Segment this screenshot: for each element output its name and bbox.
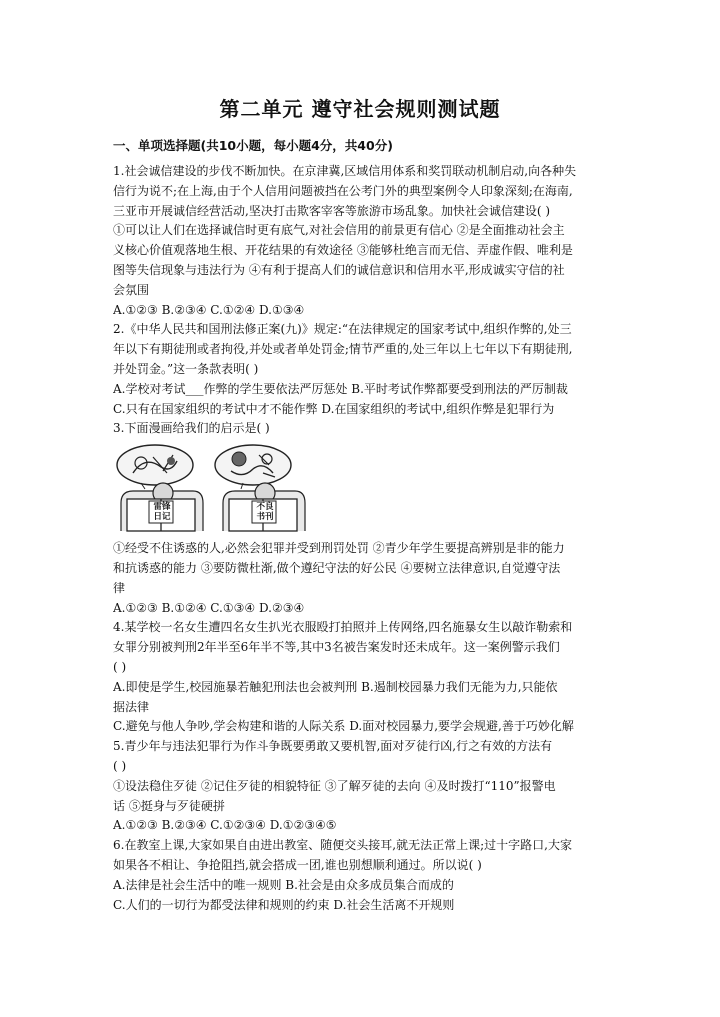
question-1 — [113, 162, 613, 320]
question-6 — [113, 836, 613, 915]
question-text: 会氛围 — [113, 282, 150, 297]
comic-illustration — [113, 443, 313, 533]
question-text: ( ) — [113, 659, 127, 674]
question-text: 4.某学校一名女生遭四名女生扒光衣服殴打拍照并上传网络,四名施暴女生以敲诈勒索和 — [113, 620, 573, 635]
question-5 — [113, 737, 613, 836]
book-label-right: 不良书刊 — [256, 502, 274, 523]
question-text: 5.青少年与违法犯罪行为作斗争既要勇敢又要机智,面对歹徒行凶,行之有效的方法有 — [113, 739, 553, 754]
question-text: ( ) — [113, 758, 127, 773]
answer-option: C.人们的一切行为都受法律和规则的约束 D.社会生活离不开规则 — [113, 897, 455, 912]
question-text: 6.在教室上课,大家如果自由进出教室、随便交头接耳,就无法正常上课;过十字路口,大家 — [113, 838, 572, 853]
question-text: 三亚市开展诚信经营活动,坚决打击欺客宰客等旅游市场乱象。加快社会诚信建设( ) — [113, 203, 550, 218]
question-text: 年以下有期徒刑或者拘役,并处或者单处罚金;情节严重的,处三年以上七年以下有期徒刑, — [113, 342, 573, 357]
question-text: 3.下面漫画给我们的启示是( ) — [113, 421, 270, 436]
answer-option: A.即使是学生,校园施暴若触犯刑法也会被判刑 B.遏制校园暴力我们无能为力,只能依 — [113, 679, 558, 694]
question-text: 义核心价值观落地生根、开花结果的有效途径 ③能够杜绝言而无信、弄虚作假、唯利是 — [113, 243, 573, 258]
question-text: 如果各不相让、争抢阻挡,就会搭成一团,谁也别想顺利通过。所以说( ) — [113, 857, 482, 872]
section-heading: 一、单项选择题(共10小题，每小题4分，共40分) — [113, 138, 393, 153]
answer-options: A.①②③ B.①②④ C.①③④ D.②③④ — [113, 600, 305, 615]
answer-option: A.学校对考试___作弊的学生要依法严厉惩处 B.平时考试作弊都要受到刑法的严厉制裁 — [113, 381, 568, 396]
question-3 — [113, 419, 613, 618]
comic-drawing — [113, 443, 313, 533]
question-text: ①经受不住诱惑的人,必然会犯罪并受到刑罚处罚 ②青少年学生要提高辨别是非的能力 — [113, 541, 565, 556]
question-text: 并处罚金。”这一条款表明( ) — [113, 361, 259, 376]
answer-option: C.避免与他人争吵,学会构建和谐的人际关系 D.面对校园暴力,要学会规避,善于巧妙化解 — [113, 719, 574, 734]
question-text: 和抗诱惑的能力 ③要防微杜渐,做个遵纪守法的好公民 ④要树立法律意识,自觉遵守法 — [113, 560, 561, 575]
question-text: ①可以让人们在选择诚信时更有底气,对社会信用的前景更有信心 ②是全面推动社会主 — [113, 223, 565, 238]
answer-options: A.①②③ B.②③④ C.①②③④ D.①②③④⑤ — [113, 818, 337, 833]
book-label-left: 雷锋日记 — [153, 502, 171, 523]
answer-option: 据法律 — [113, 699, 150, 714]
question-text: 律 — [113, 580, 126, 595]
question-text: 话 ⑤挺身与歹徒硬拼 — [113, 798, 225, 813]
answer-option: A.法律是社会生活中的唯一规则 B.社会是由众多成员集合而成的 — [113, 877, 454, 892]
question-text: 女罪分别被判刑2年半至6年半不等,其中3名被告案发时还未成年。这一案例警示我们 — [113, 640, 560, 655]
question-2 — [113, 320, 613, 419]
page-title: 第二单元 遵守社会规则测试题 — [219, 97, 501, 121]
question-text: 2.《中华人民共和国刑法修正案(九)》规定:“在法律规定的国家考试中,组织作弊的,处三 — [113, 322, 572, 337]
question-text: 1.社会诚信建设的步伐不断加快。在京津冀,区域信用体系和奖罚联动机制启动,向各种失 — [113, 164, 577, 178]
question-text: 信行为说不;在上海,由于个人信用问题被挡在公考门外的典型案例令人印象深刻;在海南, — [113, 183, 573, 198]
questions — [113, 162, 613, 915]
answer-options: A.①②③ B.②③④ C.①②④ D.①③④ — [113, 302, 305, 317]
answer-option: C.只有在国家组织的考试中才不能作弊 D.在国家组织的考试中,组织作弊是犯罪行为 — [113, 401, 555, 416]
question-text: 图等失信现象与违法行为 ④有利于提高人们的诚信意识和信用水平,形成诚实守信的社 — [113, 262, 565, 277]
question-text: ①设法稳住歹徒 ②记住歹徒的相貌特征 ③了解歹徒的去向 ④及时拨打“110”报警电 — [113, 778, 556, 793]
question-4 — [113, 618, 613, 737]
